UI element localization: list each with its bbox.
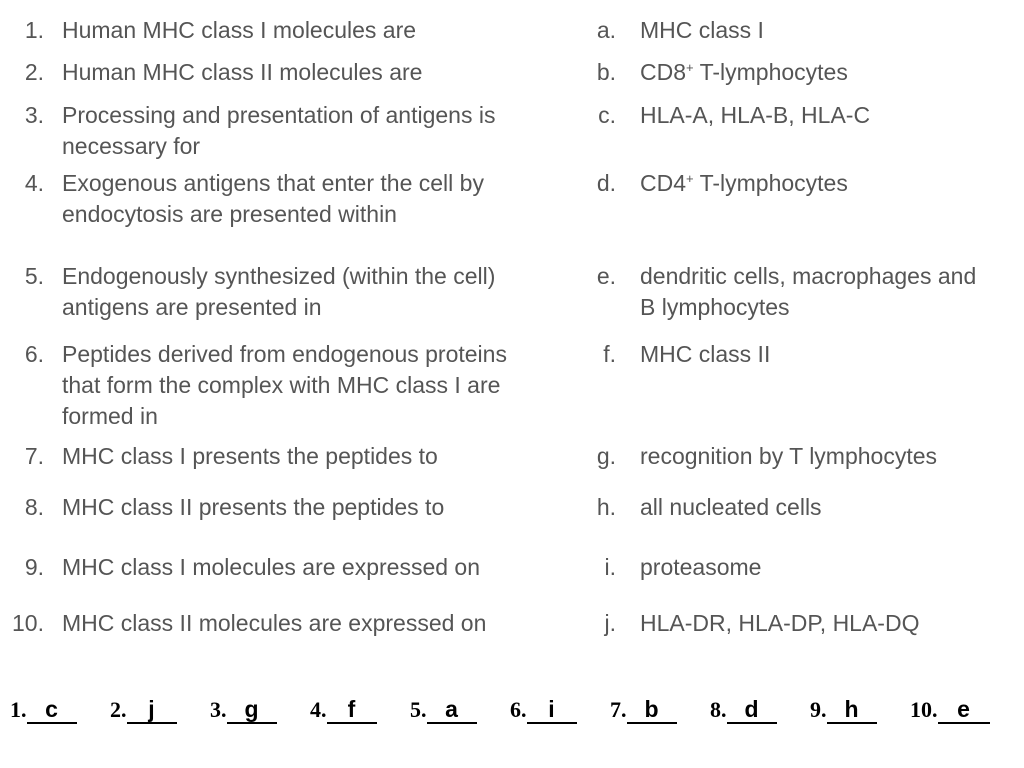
option-text: HLA-DR, HLA-DP, HLA-DQ [640, 610, 920, 636]
answer-key-row [0, 696, 1024, 732]
answer-8 [710, 696, 777, 724]
answer-1 [10, 696, 77, 724]
question-text: MHC class II molecules are expressed on [62, 610, 487, 636]
answer-label: 5. [410, 697, 427, 722]
question-text: Exogenous antigens that enter the cell by endocytosis are presented within [62, 170, 484, 227]
option-text: dendritic cells, macrophages and B lymphocytes [640, 263, 977, 320]
option-letter: h. [596, 494, 616, 520]
option-text: HLA-A, HLA-B, HLA-C [640, 102, 871, 128]
question-number: 9. [24, 554, 44, 580]
option-letter: b. [596, 59, 616, 85]
question-text: Human MHC class II molecules are [62, 59, 423, 85]
question-number: 8. [24, 494, 44, 520]
answer-7 [610, 696, 677, 724]
answer-blank: d [727, 696, 777, 724]
question-text: Peptides derived from endogenous proteins that form the complex with MHC class I are formed in [62, 341, 507, 429]
answer-3 [210, 696, 277, 724]
answer-label: 8. [710, 697, 727, 722]
option-text [640, 57, 1024, 88]
answer-blank: c [27, 696, 77, 724]
answer-label: 10. [910, 697, 938, 722]
answer-blank: a [427, 696, 477, 724]
answer-blank: g [227, 696, 277, 724]
option-text-rest: T-lymphocytes [693, 170, 848, 196]
superscript-plus: + [686, 171, 694, 186]
option-letter: j. [604, 610, 616, 636]
answer-blank: f [327, 696, 377, 724]
question-number: 4. [24, 170, 44, 196]
option-letter: i. [604, 554, 616, 580]
question-text: Human MHC class I molecules are [62, 17, 417, 43]
question-number: 3. [24, 102, 44, 128]
option-text: all nucleated cells [640, 494, 822, 520]
option-text-rest: T-lymphocytes [693, 59, 848, 85]
question-number: 5. [24, 263, 44, 289]
answer-blank: b [627, 696, 677, 724]
answer-label: 9. [810, 697, 827, 722]
option-text: recognition by T lymphocytes [640, 443, 938, 469]
answer-4 [310, 696, 377, 724]
answer-label: 2. [110, 697, 127, 722]
option-text-main: CD8 [640, 59, 687, 85]
option-text: MHC class II [640, 341, 771, 367]
option-text: MHC class I [640, 17, 764, 43]
option-letter: f. [603, 341, 616, 367]
question-text: MHC class I presents the peptides to [62, 443, 438, 469]
answer-label: 1. [10, 697, 27, 722]
answer-2 [110, 696, 177, 724]
option-text [640, 168, 1024, 199]
question-number: 6. [24, 341, 44, 367]
question-number: 10. [12, 610, 44, 636]
answer-10 [910, 696, 990, 724]
option-text-main: CD4 [640, 170, 687, 196]
question-text: Endogenously synthesized (within the cell) antigens are presented in [62, 263, 496, 320]
option-letter: g. [596, 443, 616, 469]
question-number: 2. [24, 59, 44, 85]
question-number: 7. [24, 443, 44, 469]
answer-blank: e [938, 696, 990, 724]
answer-blank: i [527, 696, 577, 724]
option-letter: d. [596, 170, 616, 196]
option-letter: e. [596, 263, 616, 289]
option-letter: a. [596, 17, 616, 43]
question-text: MHC class II presents the peptides to [62, 494, 445, 520]
answer-label: 4. [310, 697, 327, 722]
answer-label: 6. [510, 697, 527, 722]
question-text: Processing and presentation of antigens is necessary for [62, 102, 496, 159]
option-text: proteasome [640, 554, 762, 580]
answer-label: 3. [210, 697, 227, 722]
answer-blank: j [127, 696, 177, 724]
answer-9 [810, 696, 877, 724]
option-letter: c. [598, 102, 616, 128]
answer-label: 7. [610, 697, 627, 722]
question-number: 1. [24, 17, 44, 43]
superscript-plus: + [686, 60, 694, 75]
answer-blank: h [827, 696, 877, 724]
answer-6 [510, 696, 577, 724]
answer-5 [410, 696, 477, 724]
question-text: MHC class I molecules are expressed on [62, 554, 480, 580]
